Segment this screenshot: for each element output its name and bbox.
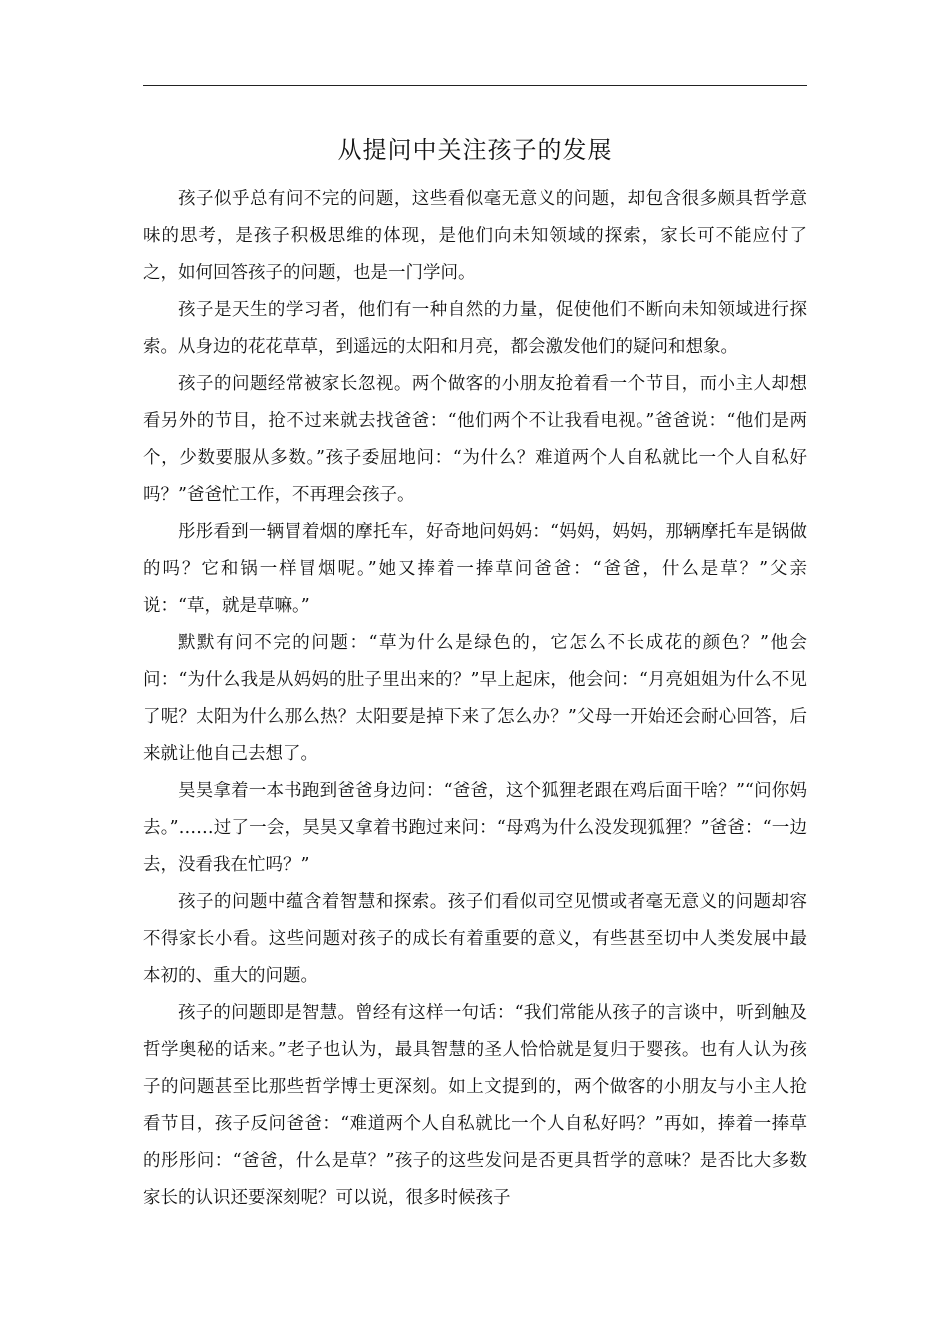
paragraph-4: 彤彤看到一辆冒着烟的摩托车，好奇地问妈妈：“妈妈，妈妈，那辆摩托车是锅做的吗？它和锅一样冒烟呢。”她又捧着一捧草问爸爸：“爸爸，什么是草？”父亲说：“草，就是草嘛。” [143,522,807,616]
paragraph-3: 孩子的问题经常被家长忽视。两个做客的小朋友抢着看一个节目，而小主人却想看另外的节目，抢不过来就去找爸爸：“他们两个不让我看电视。”爸爸说：“他们是两个，少数要服从多数。”孩子委屈地问：“为什么？难道两个人自私就比一个人自私好吗？”爸爸忙工作，不再理会孩子。 [143,374,807,505]
header-rule [143,85,807,86]
paragraph-6: 昊昊拿着一本书跑到爸爸身边问：“爸爸，这个狐狸老跟在鸡后面干啥？”“问你妈去。”……过了一会，昊昊又拿着书跑过来问：“母鸡为什么没发现狐狸？”爸爸：“一边去，没看我在忙吗？” [143,781,807,875]
paragraph-8: 孩子的问题即是智慧。曾经有这样一句话：“我们常能从孩子的言谈中，听到触及哲学奥秘的话来。”老子也认为，最具智慧的圣人恰恰就是复归于婴孩。也有人认为孩子的问题甚至比那些哲学博士更深刻。如上文提到的，两个做客的小朋友与小主人抢看节目，孩子反问爸爸：“难道两个人自私就比一个人自私好吗？”再如，捧着一捧草的彤彤问：“爸爸，什么是草？”孩子的这些发问是否更具哲学的意味？是否比大多数家长的认识还要深刻呢？可以说，很多时候孩子 [143,1003,807,1208]
paragraph-1: 孩子似乎总有问不完的问题，这些看似毫无意义的问题，却包含很多颇具哲学意味的思考，是孩子积极思维的体现，是他们向未知领域的探索，家长可不能应付了之，如何回答孩子的问题，也是一门学问。 [143,189,807,283]
document-body [143,181,807,1217]
document-title: 从提问中关注孩子的发展 [337,136,613,164]
paragraph-7: 孩子的问题中蕴含着智慧和探索。孩子们看似司空见惯或者毫无意义的问题却容不得家长小看。这些问题对孩子的成长有着重要的意义，有些甚至切中人类发展中最本初的、重大的问题。 [143,892,807,986]
paragraph-2: 孩子是天生的学习者，他们有一种自然的力量，促使他们不断向未知领域进行探索。从身边的花花草草，到遥远的太阳和月亮，都会激发他们的疑问和想象。 [143,300,807,357]
paragraph-5: 默默有问不完的问题：“草为什么是绿色的，它怎么不长成花的颜色？”他会问：“为什么我是从妈妈的肚子里出来的？”早上起床，他会问：“月亮姐姐为什么不见了呢？太阳为什么那么热？太阳要是掉下来了怎么办？”父母一开始还会耐心回答，后来就让他自己去想了。 [143,633,807,764]
